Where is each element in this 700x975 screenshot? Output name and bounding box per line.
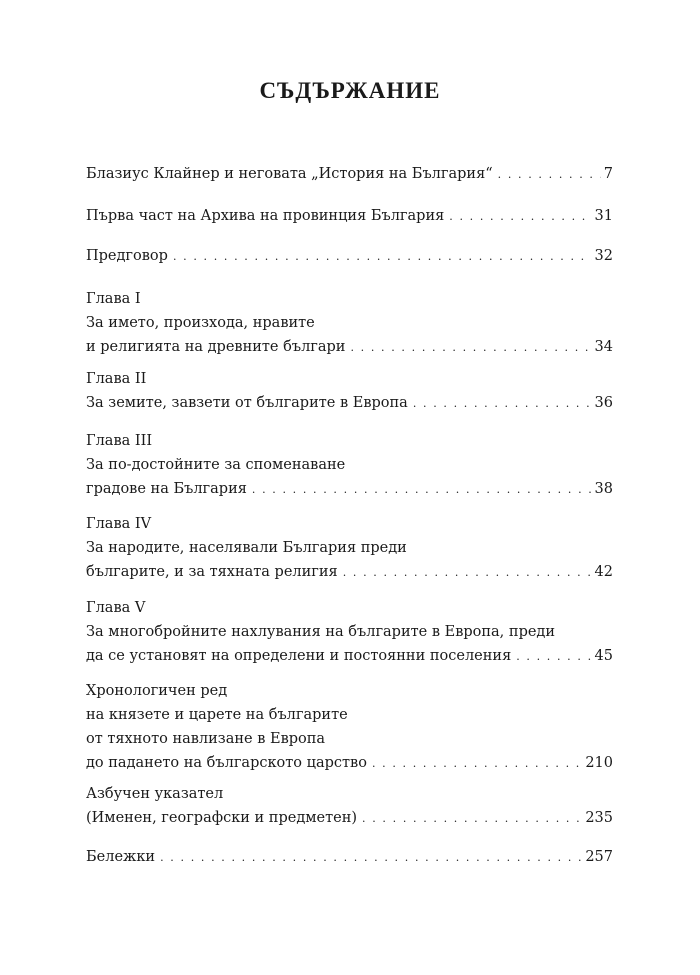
- chapter-heading: Глава IV: [86, 516, 152, 532]
- toc-entry-text: да се установят на определени и постоянни поселения: [86, 648, 512, 664]
- toc-entry-text: (Именен, географски и предметен): [86, 810, 358, 826]
- dot-leader: [372, 752, 582, 776]
- toc-page-number: 38: [594, 481, 613, 497]
- toc-page-number: 34: [594, 339, 613, 355]
- toc-page-number: 7: [603, 166, 613, 182]
- toc-entry-last-line: [86, 644, 613, 668]
- toc-entry-last-line: [86, 162, 613, 186]
- toc-entry-last-line: [86, 477, 613, 501]
- toc-entry: [86, 512, 613, 584]
- dot-leader: [516, 645, 591, 669]
- toc-entry-text: За името, произхода, нравите: [86, 315, 315, 331]
- toc-entry-text: до падането на българското царство: [86, 755, 367, 771]
- toc-entry-last-line: [86, 335, 613, 359]
- dot-leader: [252, 478, 592, 502]
- dot-leader: [173, 245, 592, 269]
- toc-entry-last-line: [86, 391, 613, 415]
- toc-entry-text: Хронологичен ред: [86, 683, 228, 699]
- toc-page-number: 45: [594, 648, 613, 664]
- dot-leader: [449, 205, 591, 229]
- toc-entry-text: За по-достойните за споменаване: [86, 457, 346, 473]
- toc-page-number: 42: [594, 564, 613, 580]
- toc-entry: [86, 782, 613, 830]
- toc-entry-last-line: [86, 204, 613, 228]
- chapter-heading: Глава I: [86, 291, 141, 307]
- toc-entry-last-line: [86, 560, 613, 584]
- toc-page-number: 31: [594, 208, 613, 224]
- toc-entry: [86, 679, 613, 775]
- toc-entry-text: градове на България: [86, 481, 247, 497]
- dot-leader: [362, 807, 582, 831]
- toc-entry-last-line: [86, 751, 613, 775]
- toc-entry: [86, 287, 613, 359]
- toc-page-number: 257: [585, 849, 613, 865]
- toc-entry: [86, 244, 613, 268]
- toc-entry: [86, 162, 613, 186]
- toc-page-number: 210: [585, 755, 613, 771]
- chapter-heading: Глава II: [86, 371, 147, 387]
- toc-entry-last-line: [86, 845, 613, 869]
- toc-entry-text: За многобройните нахлувания на българите в Европа, преди: [86, 624, 556, 640]
- toc-entry-text: от тяхното навлизане в Европа: [86, 731, 326, 747]
- dot-leader: [343, 561, 592, 585]
- toc-entry-text: Блазиус Клайнер и неговата „История на България“: [86, 166, 493, 182]
- page-title: СЪДЪРЖАНИЕ: [259, 78, 441, 103]
- toc-entry-text: Азбучен указател: [86, 786, 224, 802]
- toc-entry: [86, 596, 613, 668]
- dot-leader: [160, 846, 582, 870]
- toc-entry-last-line: [86, 806, 613, 830]
- toc-entry-text: на князете и царете на българите: [86, 707, 348, 723]
- toc-entry-text: Бележки: [86, 849, 156, 865]
- toc-page-number: 32: [594, 248, 613, 264]
- toc-entry: [86, 845, 613, 869]
- toc-entry-text: Предговор: [86, 248, 168, 264]
- toc-entry-text: Първа част на Архива на провинция България: [86, 208, 445, 224]
- toc-entry-text: За земите, завзети от българите в Европа: [86, 395, 408, 411]
- toc-entry-last-line: [86, 244, 613, 268]
- chapter-heading: Глава V: [86, 600, 146, 616]
- toc-page-number: 36: [594, 395, 613, 411]
- toc-entry: [86, 204, 613, 228]
- chapter-heading: Глава III: [86, 433, 153, 449]
- toc-entry: [86, 429, 613, 501]
- toc-entry-text: българите, и за тяхната религия: [86, 564, 338, 580]
- dot-leader: [350, 336, 591, 360]
- toc-entry: [86, 367, 613, 415]
- dot-leader: [498, 163, 601, 187]
- toc-page-number: 235: [585, 810, 613, 826]
- toc-entry-text: и религията на древните българи: [86, 339, 346, 355]
- dot-leader: [413, 392, 592, 416]
- toc-entry-text: За народите, населявали България преди: [86, 540, 407, 556]
